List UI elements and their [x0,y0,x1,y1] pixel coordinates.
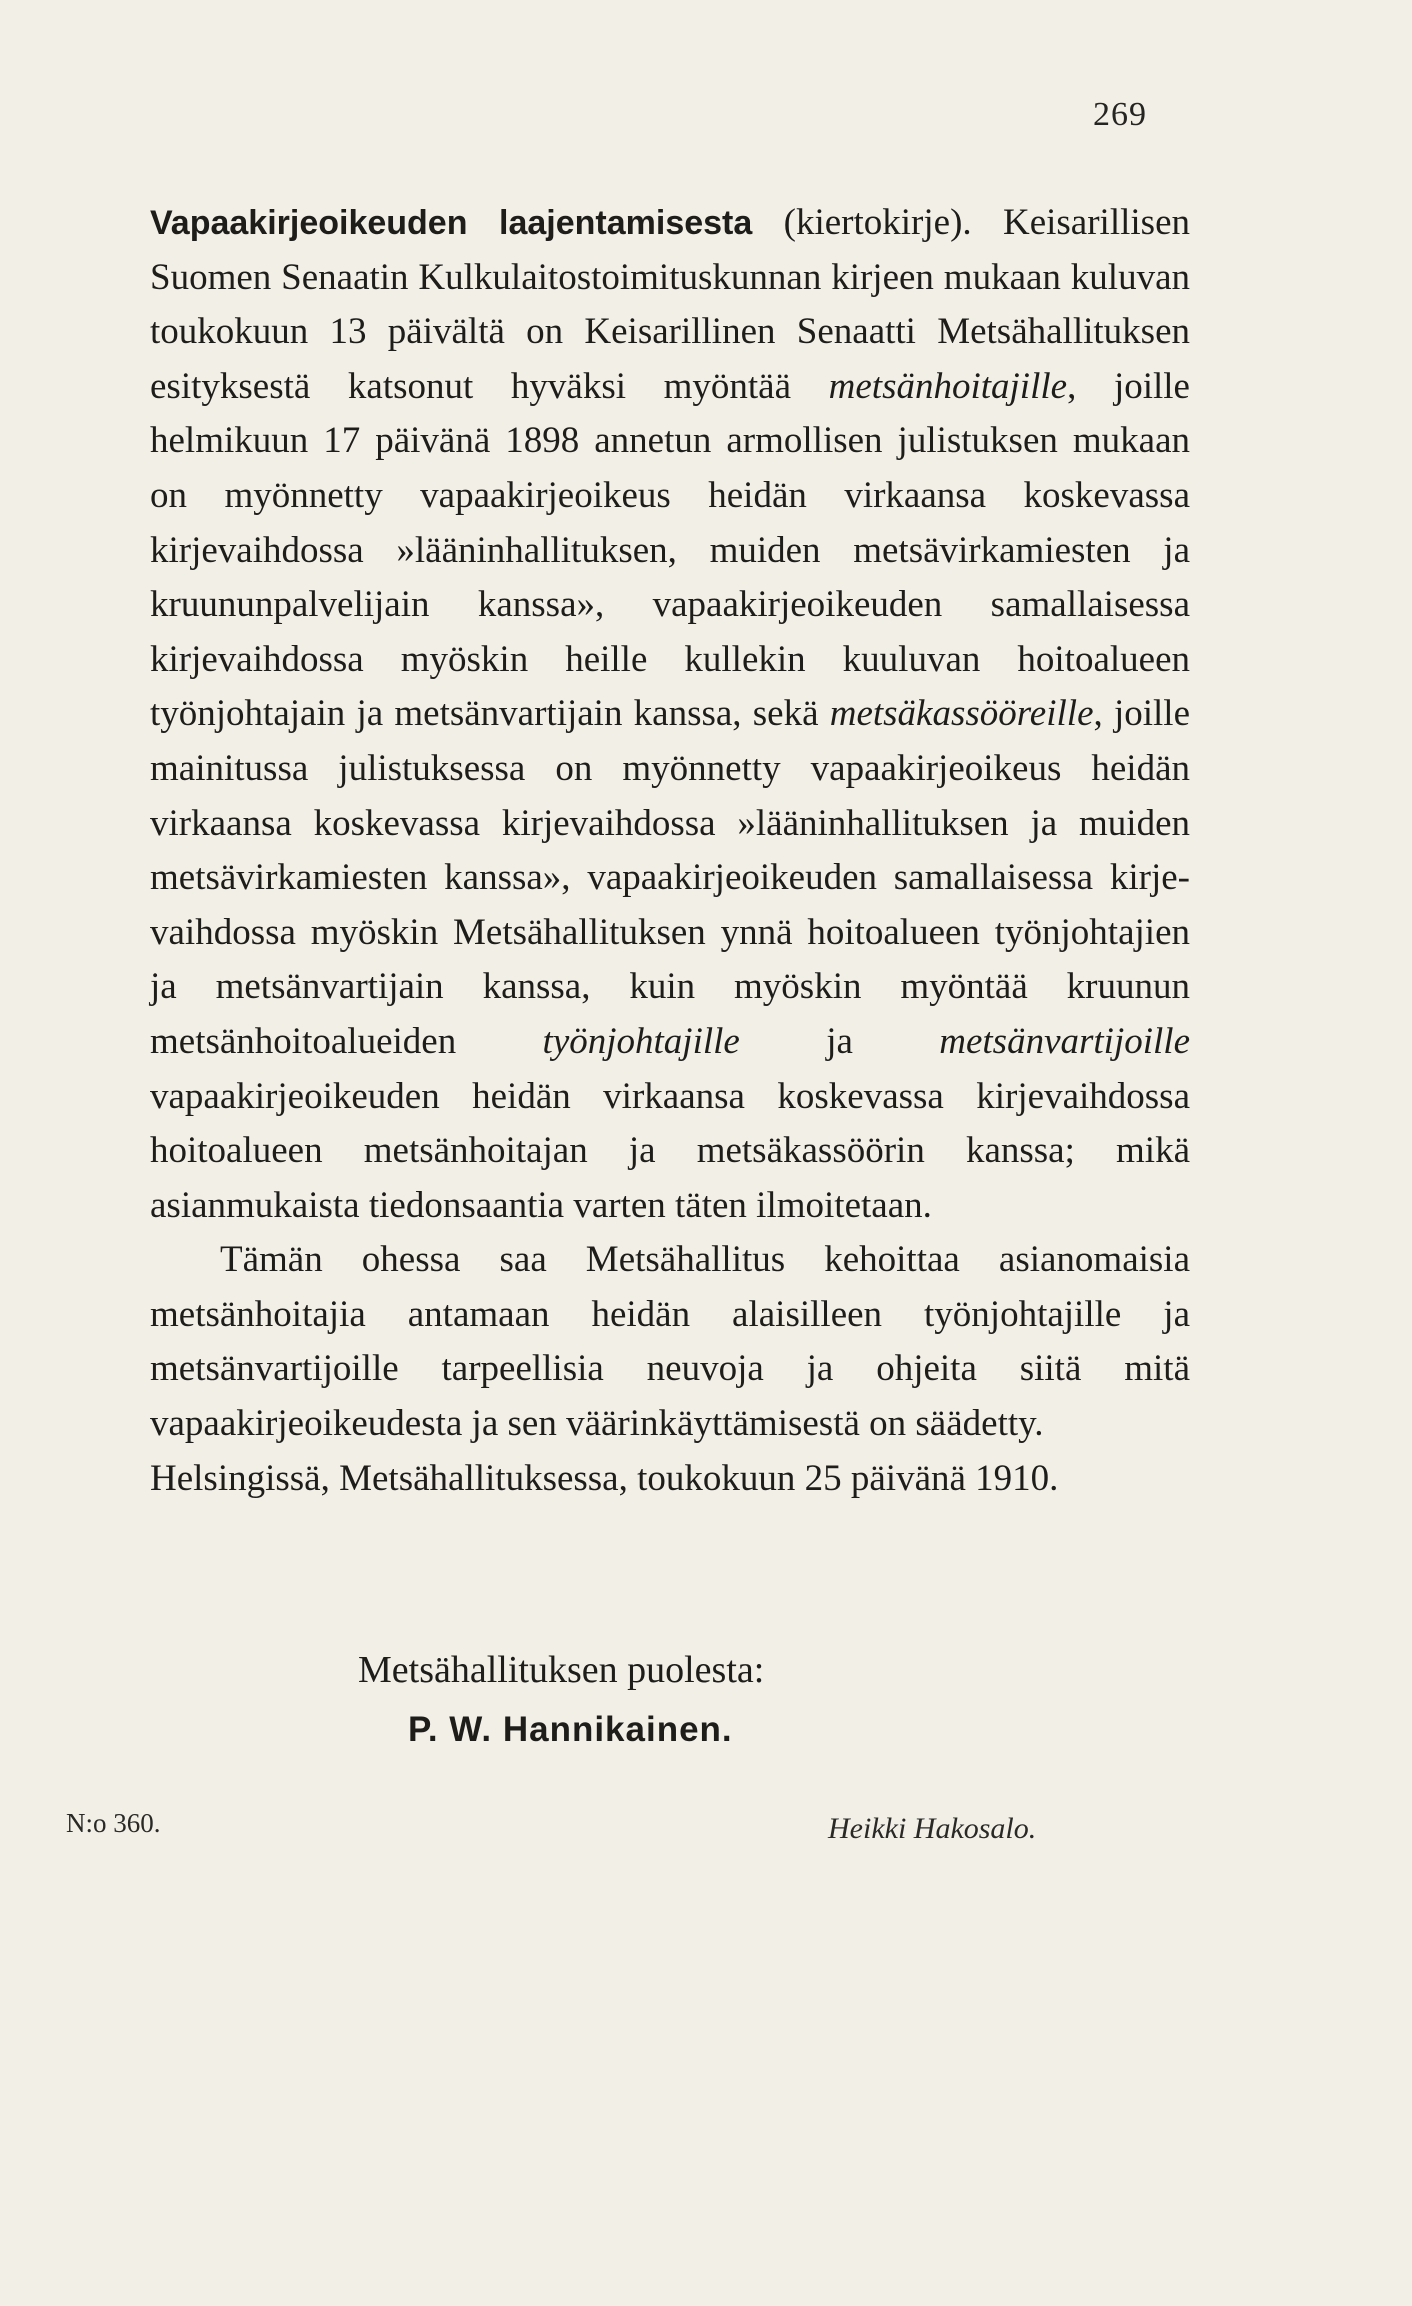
emphasis-text: metsäkassööreille [829,693,1094,735]
paragraph-text: ja [739,1020,940,1062]
on-behalf-line: Metsähallituksen puolesta: [358,1649,765,1691]
paragraph-text: , joille helmikuun 17 päivänä 1898 annetun armollisen julistuksen mukaan on myönnetty vapaakirjeoikeus heidän virkaansa koskevassa kirjevaihdossa »lääninhallituksen, muiden metsävirkamiesten ja kruununpalvelijain kanssa», vapaakirjeoikeuden samallaisessa kirjevaihdossa myöskin heille kullekin kuuluvan hoitoalueen työnjohtajain ja metsänvartijain kanssa, sekä [150,365,1190,735]
emphasis-text: metsänhoitajille [828,365,1068,407]
emphasis-text: työnjohtajille [542,1020,740,1062]
signer-name: P. W. Hannikainen. [408,1710,733,1749]
article-body [150,196,1190,1506]
place-and-date: Helsingissä, Metsähallituksessa, toukokuun 25 päivänä 1910. [150,1457,1059,1499]
paragraph-text: , joille mainitussa julistuksessa on myönnetty vapaakirjeoikeus heidän virkaansa koskevassa kirjevaihdossa »lääninhallituksen ja muiden metsävirkamiesten kanssa», vapaakirjeoikeuden samallaisessa kirjevaihdossa myöskin Metsähallituksen ynnä hoitoalueen työnjohtajien ja metsänvartijain kanssa, kuin myöskin myöntää kruunun metsänhoitoalueiden [150,693,1191,1062]
page-number: 269 [1093,96,1147,133]
paragraph-text: (kiertokirje). Keisarillisen Suomen Senaatin Kulkulaitostoimituskunnan kirjeen mukaan kuluvan toukokuun 13 päivältä on Keisarillinen Senaatti Metsähallituksen esityksestä katsonut hyväksi myöntää [150,202,1190,407]
document-number: N:o 360. [66,1808,161,1838]
cosigner-name: Heikki Hakosalo. [828,1812,1037,1845]
signature-block [358,1640,764,1760]
article-paragraph-2: Tämän ohessa saa Metsähallitus kehoittaa asianomaisia metsänhoitajia antamaan heidän alaisilleen työnjohtajille ja metsänvartijoille tarpeellisia neuvoja ja ohjeita siitä mitä vapaakirjeoikeudesta ja sen väärinkäyttämisestä on säädetty. [150,1239,1190,1445]
article-paragraph-1 [150,196,1190,1233]
article-title: Vapaakirjeoikeuden laajentamisesta [150,204,753,242]
paragraph-text: vapaakirjeoikeuden heidän virkaansa koskevassa kirjevaihdossa hoitoalueen metsänhoitajan ja metsäkassöörin kanssa; mikä asianmukaista tiedonsaantia varten täten ilmoitetaan. [150,1075,1190,1226]
emphasis-text: metsänvartijoille [939,1020,1190,1062]
